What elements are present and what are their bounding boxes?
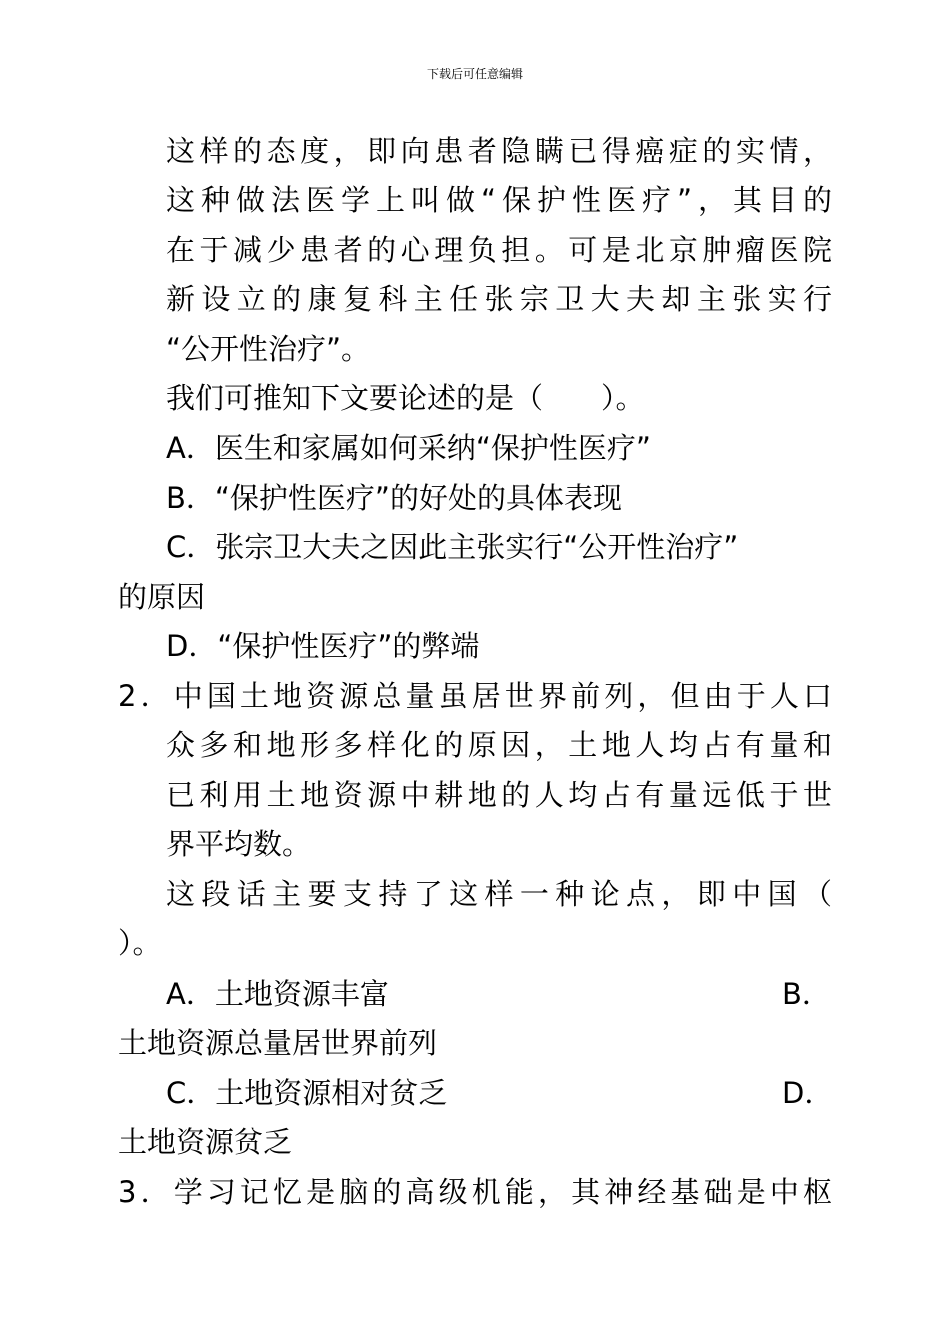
option-c: C．张宗卫大夫之因此主张实行“公开性治疗” — [166, 530, 739, 564]
option-c-continued: 的原因 — [118, 580, 206, 614]
text-line: 这样的态度，即向患者隐瞒已得癌症的实情， — [166, 134, 832, 168]
option-d-label: D． — [782, 1076, 834, 1110]
question-stem: 我们可推知下文要论述的是（ ）。 — [166, 381, 645, 415]
question-stem-continued: ）。 — [118, 926, 162, 960]
question-3: 3．学习记忆是脑的高级机能，其神经基础是中枢 — [118, 1175, 832, 1209]
question-stem: 这段话主要支持了这样一种论点，即中国（ — [166, 877, 832, 911]
text-line: 新设立的康复科主任张宗卫大夫却主张实行 — [166, 282, 832, 316]
option-b: B．“保护性医疗”的好处的具体表现 — [166, 481, 622, 515]
text-line: “公开性治疗”。 — [166, 332, 371, 366]
option-b-label: B． — [782, 977, 831, 1011]
option-b: 土地资源总量居世界前列 — [118, 1026, 438, 1060]
option-d: 土地资源贫乏 — [118, 1125, 293, 1159]
question-2: 2．中国土地资源总量虽居世界前列，但由于人口 — [118, 679, 832, 713]
text-line: 在于减少患者的心理负担。可是北京肿瘤医院 — [166, 233, 832, 267]
option-a: A．医生和家属如何采纳“保护性医疗” — [166, 431, 651, 465]
text-line: 这种做法医学上叫做“保护性医疗”，其目的 — [166, 183, 832, 217]
text-line: 众多和地形多样化的原因，土地人均占有量和 — [166, 728, 832, 762]
text-line: 界平均数。 — [166, 827, 312, 861]
option-d: D．“保护性医疗”的弊端 — [166, 629, 480, 663]
page-header: 下载后可任意编辑 — [426, 67, 523, 81]
text-line: 已利用土地资源中耕地的人均占有量远低于世 — [166, 778, 832, 812]
option-c: C．土地资源相对贫乏 — [166, 1076, 448, 1110]
option-a: A．土地资源丰富 — [166, 977, 389, 1011]
